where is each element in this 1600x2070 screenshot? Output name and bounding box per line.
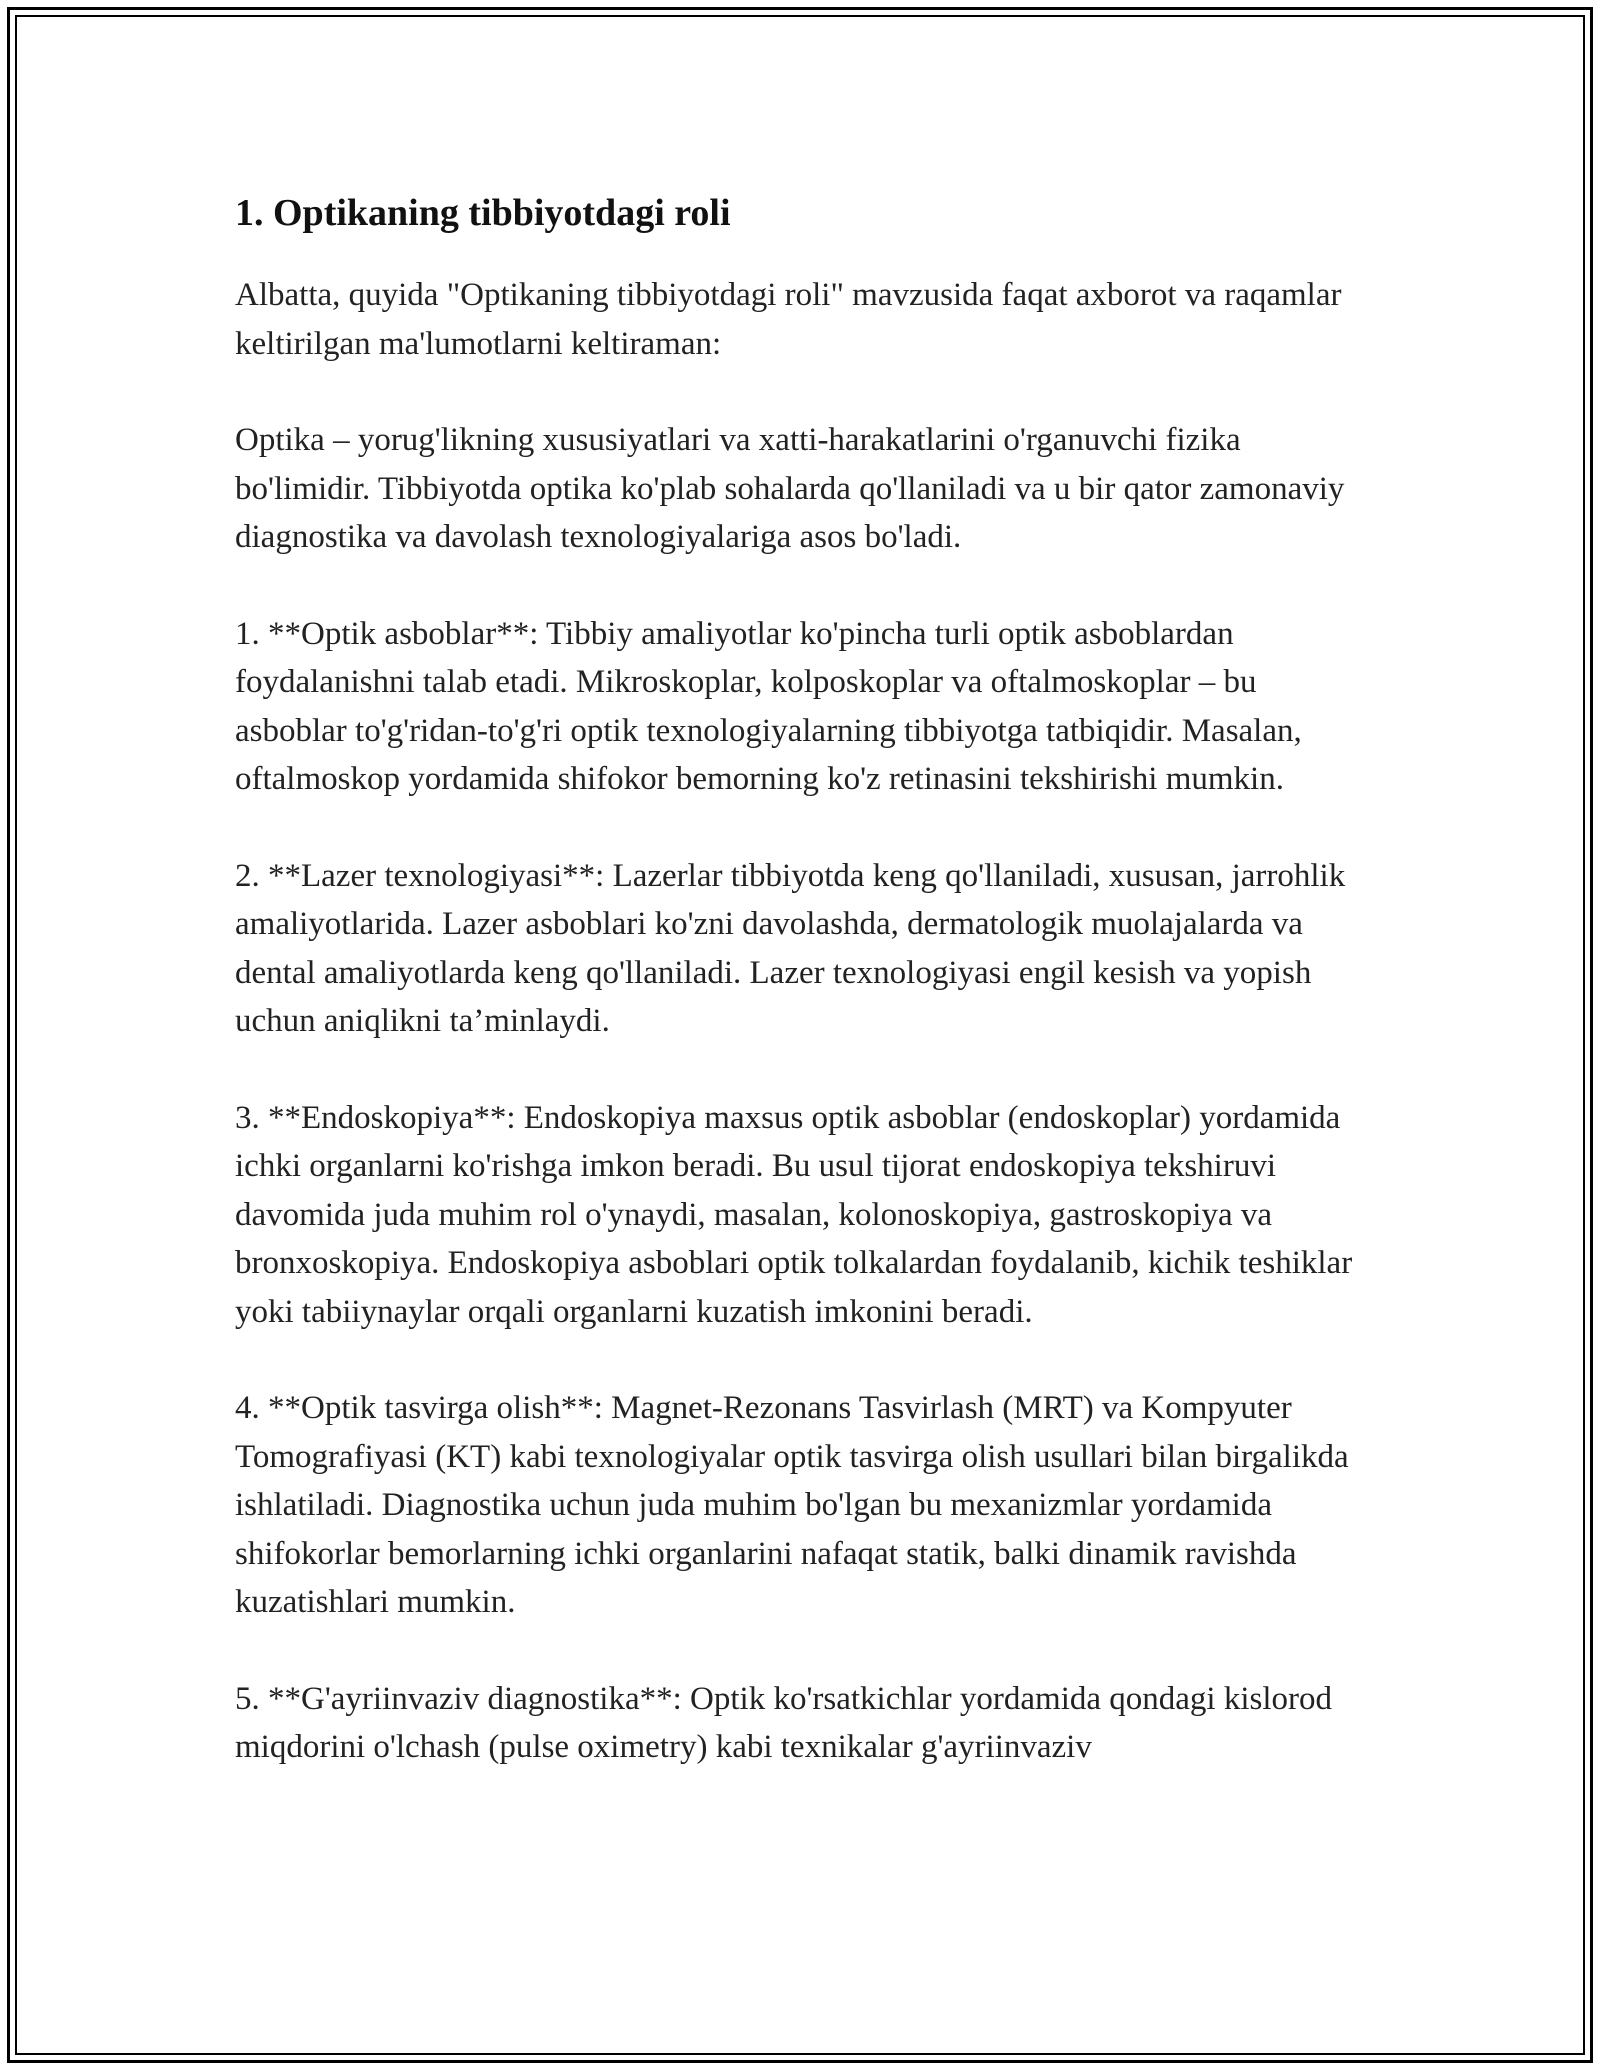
paragraph-optics-definition: Optika – yorug'likning xususiyatlari va xatti-harakatlarini o'rganuvchi fizika bo'limidir. Tibbiyotda optika ko'plab sohalarda qo'llaniladi va u bir qator zamonaviy diagnostika va davolash texnologiyalariga asos bo'ladi. (235, 422, 1345, 555)
document-body (235, 185, 1375, 1820)
paragraph-noninvasive-diagnostics: 5. **G'ayriinvaziv diagnostika**: Optik ko'rsatkichlar yordamida qondagi kislorod miqdorini o'lchash (pulse oximetry) kabi texnikalar g'ayriinvaziv (235, 1680, 1333, 1765)
paragraph-laser-technology: 2. **Lazer texnologiyasi**: Lazerlar tibbiyotda keng qo'llaniladi, xususan, jarrohlik amaliyotlarida. Lazer asboblari ko'zni davolashda, dermatologik muolajalarda va dental amaliyotlarda keng qo'llaniladi. Lazer texnologiyasi engil kesish va yopish uchun aniqlikni ta’minlaydi. (235, 857, 1346, 1039)
paragraph-optical-instruments: 1. **Optik asboblar**: Tibbiy amaliyotlar ko'pincha turli optik asboblardan foydalanishni talab etadi. Mikroskoplar, kolposkoplar va oftalmoskoplar – bu asboblar to'g'ridan-to'g'ri optik texnologiyalarning tibbiyotga tatbiqidir. Masalan, oftalmoskop yordamida shifokor bemorning ko'z retinasini tekshirishi mumkin. (235, 615, 1302, 797)
paragraph-optical-imaging: 4. **Optik tasvirga olish**: Magnet-Rezonans Tasvirlash (MRT) va Kompyuter Tomografiyasi (KT) kabi texnologiyalar optik tasvirga olish usullari bilan birgalikda ishlatiladi. Diagnostika uchun juda muhim bo'lgan bu mexanizmlar yordamida shifokorlar bemorlarning ichki organlarini nafaqat statik, balki dinamik ravishda kuzatishlari mumkin. (235, 1390, 1349, 1620)
document-title: 1. Optikaning tibbiyotdagi roli (235, 192, 731, 234)
paragraph-intro: Albatta, quyida "Optikaning tibbiyotdagi roli" mavzusida faqat axborot va raqamlar keltirilgan ma'lumotlarni keltiraman: (235, 277, 1342, 362)
paragraph-endoscopy: 3. **Endoskopiya**: Endoskopiya maxsus optik asboblar (endoskoplar) yordamida ichki organlarni ko'rishga imkon beradi. Bu usul tijorat endoskopiya tekshiruvi davomida juda muhim rol o'ynaydi, masalan, kolonoskopiya, gastroskopiya va bronxoskopiya. Endoskopiya asboblari optik tolkalardan foydalanib, kichik teshiklar yoki tabiiynaylar orqali organlarni kuzatish imkonini beradi. (235, 1099, 1353, 1330)
